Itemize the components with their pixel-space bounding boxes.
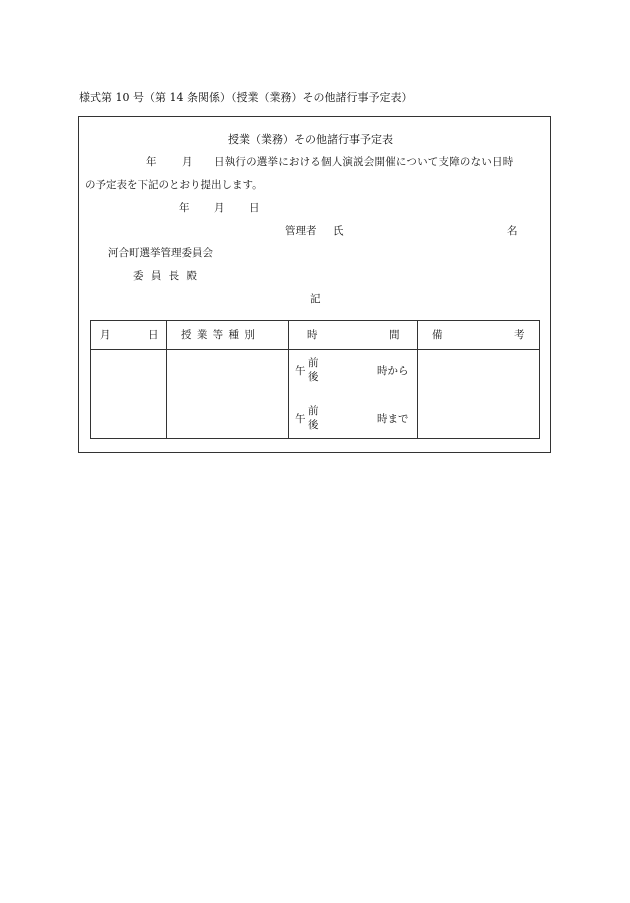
header-remarks-left: 備 [432,329,443,341]
time-start [289,354,418,386]
header-remarks-right: 考 [514,329,525,341]
time-cell[interactable] [289,350,418,439]
submit-month-label: 月 [214,202,225,214]
header-day: 日 [148,329,159,341]
submit-day-label: 日 [249,202,260,214]
manager-shi: 氏 [333,225,344,237]
table-row [91,350,540,439]
intro-line-2: の予定表を下記のとおり提出します。 [85,179,263,191]
manager-na: 名 [507,225,518,237]
time-from-label: 時から [377,365,409,377]
ampm-go: 午 [295,413,306,425]
header-month: 月 [100,329,111,341]
ampm-go: 午 [295,365,306,377]
form-caption: 様式第 10 号（第 14 条関係）（授業（業務）その他諸行事予定表） [79,91,413,104]
submit-year-label: 年 [179,202,190,214]
date-cell[interactable] [91,350,167,439]
time-until-label: 時まで [377,413,409,425]
header-date [91,321,167,350]
form-title: 授業（業務）その他諸行事予定表 [228,133,393,146]
remarks-cell[interactable] [418,350,540,439]
ampm-zen: 前 [308,357,319,369]
schedule-table [90,320,540,439]
addressee-chair: 委 員 長 殿 [133,270,200,282]
election-month-label: 月 [182,156,193,168]
header-type [167,321,289,350]
manager-label: 管理者 [285,225,317,237]
addressee-committee: 河合町選挙管理委員会 [108,247,213,259]
ki-heading: 記 [310,293,321,305]
intro-line-1: 日執行の選挙における個人演説会開催について支障のない日時 [214,156,514,168]
ampm-ato: 後 [308,419,319,431]
header-remarks [418,321,540,350]
time-end [289,402,418,434]
election-year-label: 年 [146,156,157,168]
ampm-zen: 前 [308,405,319,417]
ampm-ato: 後 [308,371,319,383]
header-time-left: 時 [307,329,318,341]
header-time [289,321,418,350]
table-header-row [91,321,540,350]
type-cell[interactable] [167,350,289,439]
header-type-label: 授 業 等 種 別 [181,329,256,341]
header-time-right: 間 [389,329,400,341]
